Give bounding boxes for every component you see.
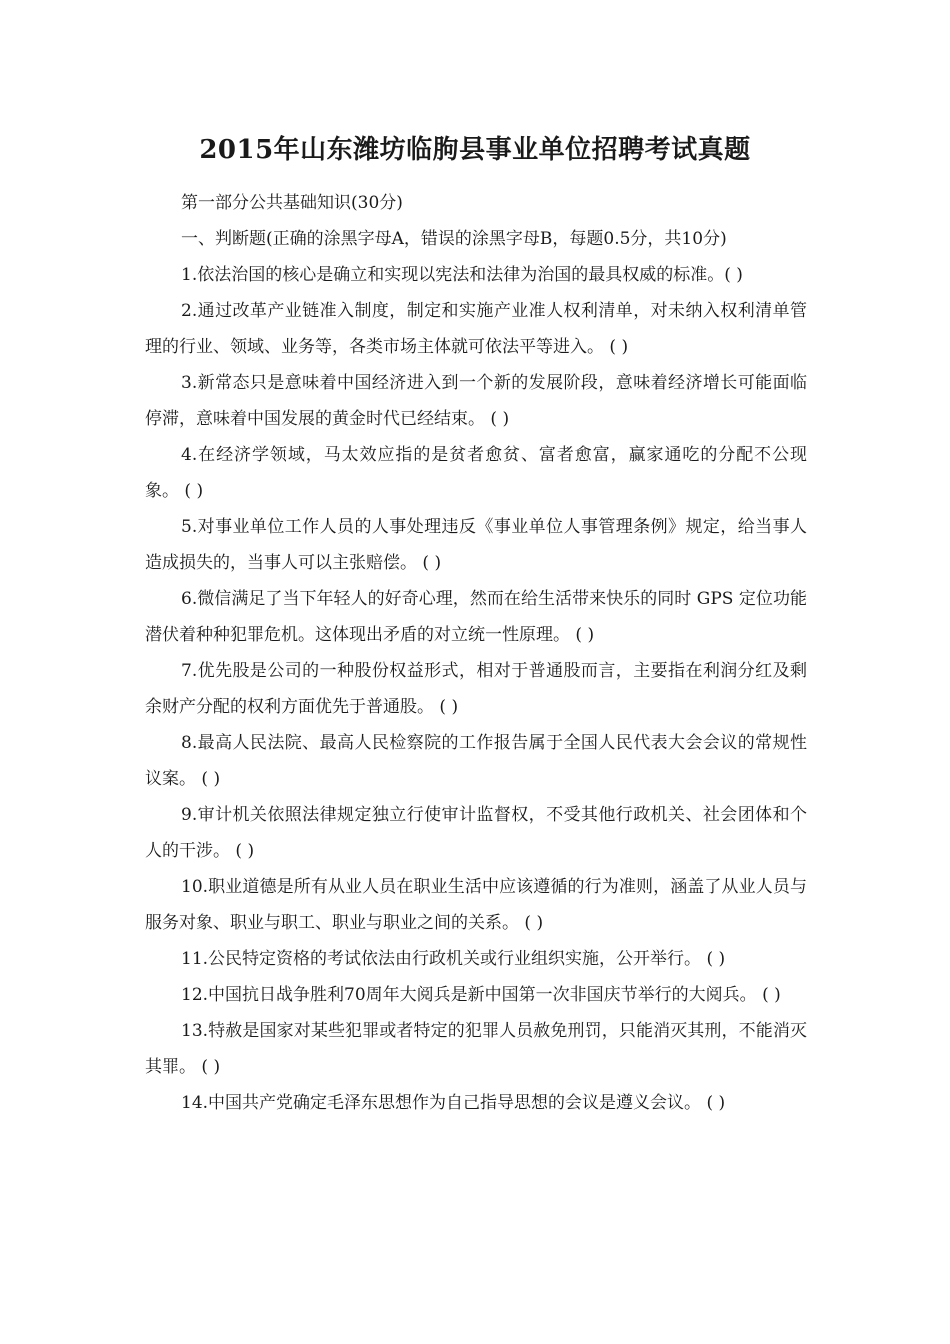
question-item: 8.最高人民法院、最高人民检察院的工作报告属于全国人民代表大会会议的常规性议案。 ( )	[145, 733, 807, 789]
question-item: 10.职业道德是所有从业人员在职业生活中应该遵循的行为准则，涵盖了从业人员与服务对象、职业与职工、职业与职业之间的关系。 ( )	[145, 877, 807, 933]
question-item: 6.微信满足了当下年轻人的好奇心理，然而在给生活带来快乐的同时 GPS 定位功能潜伏着种种犯罪危机。这体现出矛盾的对立统一性原理。 ( )	[145, 589, 807, 645]
question-item: 5.对事业单位工作人员的人事处理违反《事业单位人事管理条例》规定，给当事人造成损失的，当事人可以主张赔偿。 ( )	[145, 517, 807, 573]
question-item: 4.在经济学领域，马太效应指的是贫者愈贫、富者愈富，赢家通吃的分配不公现象。 ( )	[145, 445, 807, 501]
question-item: 13.特赦是国家对某些犯罪或者特定的犯罪人员赦免刑罚，只能消灭其刑，不能消灭其罪。 ( )	[145, 1021, 807, 1077]
page-title: 2015年山东潍坊临朐县事业单位招聘考试真题	[199, 135, 751, 165]
question-item: 14.中国共产党确定毛泽东思想作为自己指导思想的会议是遵义会议。 ( )	[181, 1093, 726, 1113]
question-item: 9.审计机关依照法律规定独立行使审计监督权，不受其他行政机关、社会团体和个人的干涉。 ( )	[145, 805, 807, 861]
question-item: 3.新常态只是意味着中国经济进入到一个新的发展阶段，意味着经济增长可能面临停滞，意味着中国发展的黄金时代已经结束。 ( )	[145, 373, 807, 429]
question-item: 7.优先股是公司的一种股份权益形式，相对于普通股而言，主要指在利润分红及剩余财产分配的权利方面优先于普通股。 ( )	[145, 661, 807, 717]
question-item: 1.依法治国的核心是确立和实现以宪法和法律为治国的最具权威的标准。( )	[181, 265, 743, 285]
section-heading: 第一部分公共基础知识(30分)	[181, 193, 403, 213]
question-item: 12.中国抗日战争胜利70周年大阅兵是新中国第一次非国庆节举行的大阅兵。 ( )	[181, 985, 781, 1005]
part-heading: 一、判断题(正确的涂黑字母A，错误的涂黑字母B，每题0.5分，共10分)	[181, 229, 727, 249]
question-item: 11.公民特定资格的考试依法由行政机关或行业组织实施，公开举行。 ( )	[181, 949, 726, 969]
question-item: 2.通过改革产业链准入制度，制定和实施产业准人权利清单，对未纳入权利清单管理的行业、领域、业务等，各类市场主体就可依法平等进入。 ( )	[145, 301, 807, 357]
document-body	[145, 185, 807, 1121]
